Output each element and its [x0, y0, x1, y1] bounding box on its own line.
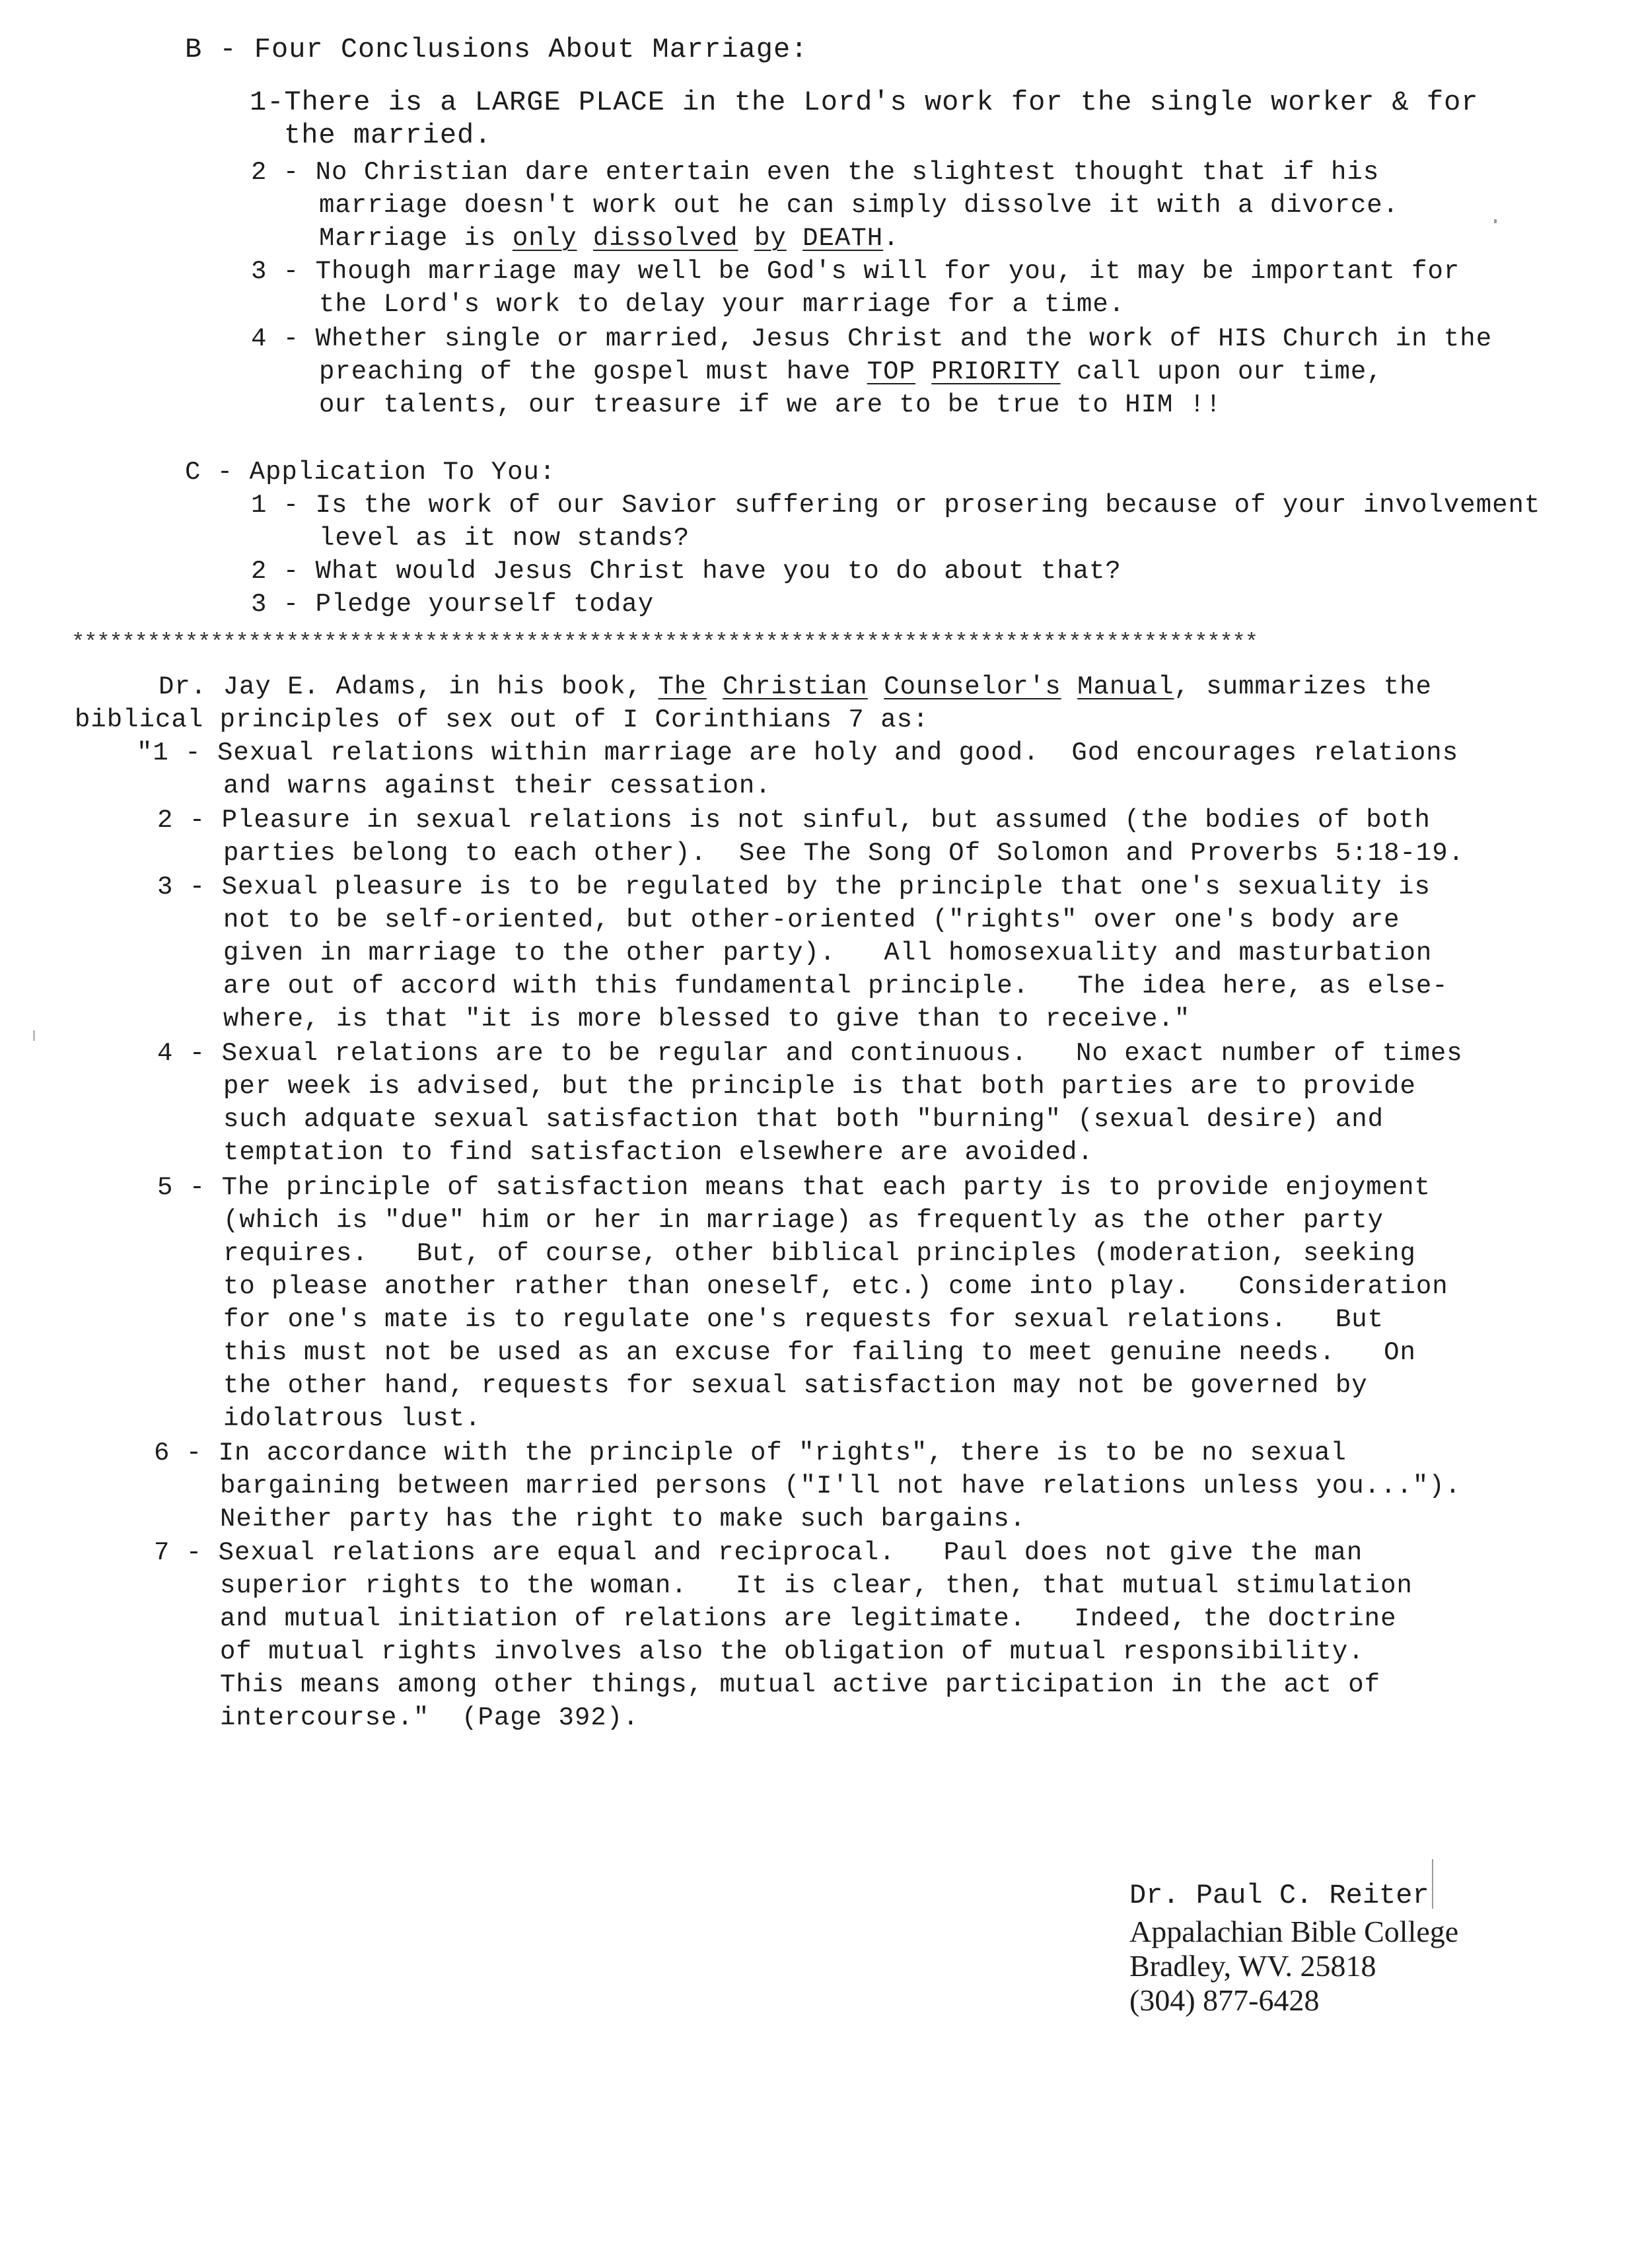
principle-4-line2: per week is advised, but the principle is that both parties are to provide [223, 1072, 1416, 1101]
section-c-line2: level as it now stands? [319, 524, 690, 553]
principle-7-line1: 7 - Sexual relations are equal and reciprocal. Paul does not give the man [154, 1538, 1363, 1567]
principle-5-line5: for one's mate is to regulate one's requests for sexual relations. But [223, 1305, 1384, 1334]
section-b-item1-line1: 1-There is a LARGE PLACE in the Lord's work for the single worker & for [250, 87, 1479, 118]
principle-4-line1: 4 - Sexual relations are to be regular and continuous. No exact number of times [157, 1039, 1463, 1068]
principle-7-line6: intercourse." (Page 392). [220, 1703, 639, 1732]
section-b-item4-line2: preaching of the gospel must have TOP PRIORITY call upon our time, [319, 357, 1383, 386]
section-c-heading: C - Application To You: [185, 458, 556, 487]
principle-3-line1: 3 - Sexual pleasure is to be regulated by the principle that one's sexuality is [157, 872, 1431, 902]
signature-name: Dr. Paul C. Reiter [1129, 1880, 1429, 1911]
principle-3-line3: given in marriage to the other party). All homosexuality and masturbation [223, 939, 1433, 968]
section-b-item2-line2: marriage doesn't work out he can simply dissolve it with a divorce. [319, 191, 1400, 220]
section-c-line1: 1 - Is the work of our Savior suffering or prosering because of your involvement [251, 491, 1541, 520]
principle-5-line6: this must not be used as an excuse for failing to meet genuine needs. On [223, 1338, 1416, 1367]
principle-7-line3: and mutual initiation of relations are legitimate. Indeed, the doctrine [220, 1604, 1397, 1633]
principle-5-line2: (which is "due" him or her in marriage) as frequently as the other party [223, 1206, 1384, 1235]
section-b-item2-line1: 2 - No Christian dare entertain even the slightest thought that if his [251, 158, 1380, 187]
principle-1-line1: "1 - Sexual relations within marriage are holy and good. God encourages relations [137, 738, 1459, 767]
section-c-line3: 2 - What would Jesus Christ have you to do about that? [251, 557, 1122, 586]
signature-address: Bradley, WV. 25818 [1129, 1949, 1376, 1983]
section-c-line4: 3 - Pledge yourself today [251, 590, 655, 619]
principle-2-line1: 2 - Pleasure in sexual relations is not sinful, but assumed (the bodies of both [157, 806, 1431, 835]
principle-5-line8: idolatrous lust. [223, 1404, 481, 1433]
principle-7-line5: This means among other things, mutual active participation in the act of [220, 1670, 1381, 1699]
principle-7-line2: superior rights to the woman. It is clear, then, that mutual stimulation [220, 1571, 1413, 1600]
principle-6-line2: bargaining between married persons ("I'll not have relations unless you..."). [220, 1471, 1462, 1501]
section-b-item4-line1: 4 - Whether single or married, Jesus Christ and the work of HIS Church in the [251, 324, 1493, 353]
principle-5-line3: requires. But, of course, other biblical principles (moderation, seeking [223, 1239, 1416, 1268]
principle-5-line4: to please another rather than oneself, etc.) come into play. Consideration [223, 1272, 1448, 1301]
section-b-item1-line2: the married. [284, 120, 492, 151]
principle-2-line2: parties belong to each other). See The Song Of Solomon and Proverbs 5:18-19. [223, 839, 1465, 868]
section-b-heading: B - Four Conclusions About Marriage: [185, 34, 808, 65]
principle-3-line2: not to be self-oriented, but other-oriented ("rights" over one's body are [223, 905, 1400, 935]
scan-speck [33, 1030, 35, 1041]
principle-3-line4: are out of accord with this fundamental principle. The idea here, as else- [223, 972, 1448, 1001]
section-b-item3-line2: the Lord's work to delay your marriage for a time. [319, 290, 1125, 319]
principle-6-line1: 6 - In accordance with the principle of "rights", there is to be no sexual [154, 1438, 1347, 1468]
asterisk-separator: ********************************************************************************************** [71, 631, 1258, 656]
section-b-item4-line3: our talents, our treasure if we are to be true to HIM !! [319, 390, 1222, 419]
scan-mark [1432, 1859, 1433, 1909]
principle-5-line7: the other hand, requests for sexual satisfaction may not be governed by [223, 1371, 1368, 1400]
principle-1-line2: and warns against their cessation. [223, 771, 771, 800]
section-b-item3-line1: 3 - Though marriage may well be God's will for you, it may be important for [251, 257, 1460, 286]
adams-intro-line2: biblical principles of sex out of I Corinthians 7 as: [75, 705, 929, 734]
principle-5-line1: 5 - The principle of satisfaction means that each party is to provide enjoyment [157, 1173, 1431, 1202]
section-b-item2-line3: Marriage is only dissolved by DEATH. [319, 224, 900, 253]
principle-3-line5: where, is that "it is more blessed to give than to receive." [223, 1005, 1191, 1034]
signature-phone: (304) 877-6428 [1129, 1983, 1320, 2017]
principle-7-line4: of mutual rights involves also the obligation of mutual responsibility. [220, 1637, 1365, 1666]
scan-speck [1494, 219, 1497, 223]
adams-intro-line1: Dr. Jay E. Adams, in his book, The Christian Counselor's Manual, summarizes the [159, 672, 1432, 701]
principle-6-line3: Neither party has the right to make such bargains. [220, 1505, 1026, 1534]
principle-4-line3: such adquate sexual satisfaction that both "burning" (sexual desire) and [223, 1105, 1384, 1134]
principle-4-line4: temptation to find satisfaction elsewhere are avoided. [223, 1138, 1094, 1167]
signature-institution: Appalachian Bible College [1129, 1915, 1459, 1948]
